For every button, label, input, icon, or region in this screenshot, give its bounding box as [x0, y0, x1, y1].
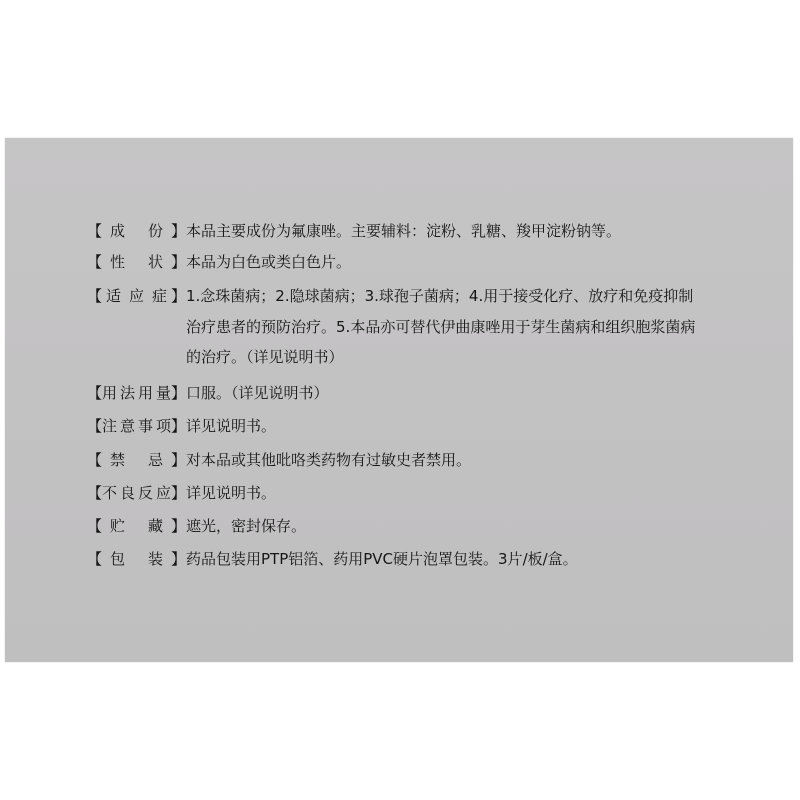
description-label: 【 性 状 】 [87, 253, 186, 271]
ingredients-label: 【 成 份 】 [87, 222, 186, 240]
description-value: 本品为白色或类白色片。 [186, 253, 352, 271]
storage-label: 【 贮 藏 】 [87, 517, 186, 535]
indications-row [87, 289, 693, 304]
dosage-row [87, 386, 329, 401]
contraindications-row [87, 453, 471, 468]
storage-row [87, 519, 306, 534]
indications-continuation-2: 的治疗。（详见说明书） [186, 348, 344, 366]
description-row [87, 255, 351, 270]
indications-continuation-1: 治疗患者的预防治疗。5.本品亦可替代伊曲康唑用于芽生菌病和组织胞浆菌病 [186, 318, 696, 336]
contraindications-label: 【 禁 忌 】 [87, 451, 186, 469]
ingredients-value: 本品主要成份为氟康唑。主要辅料：淀粉、乳糖、羧甲淀粉钠等。 [186, 222, 622, 240]
packaging-label: 【 包 装 】 [87, 550, 186, 568]
adverse-reactions-value: 详见说明书。 [186, 484, 277, 502]
precautions-value: 详见说明书。 [186, 417, 277, 435]
dosage-label: 【 用 法 用 量 】 [87, 384, 186, 402]
indications-value: 1.念珠菌病；2.隐球菌病；3.球孢子菌病；4.用于接受化疗、放疗和免疫抑制 [186, 287, 694, 305]
packaging-value: 药品包装用PTP铝箔、药用PVC硬片泡罩包装。3片/板/盒。 [186, 550, 578, 568]
precautions-label: 【 注 意 事 项 】 [87, 417, 186, 435]
contraindications-value: 对本品或其他吡咯类药物有过敏史者禁用。 [186, 451, 472, 469]
indications-label: 【 适 应 症 】 [87, 287, 186, 305]
adverse-reactions-label: 【 不 良 反 应 】 [87, 484, 186, 502]
ingredients-row [87, 224, 621, 239]
dosage-value: 口服。（详见说明书） [186, 384, 329, 402]
precautions-row [87, 419, 276, 434]
package-card [5, 138, 793, 662]
adverse-reactions-row [87, 486, 276, 501]
storage-value: 遮光，密封保存。 [186, 517, 307, 535]
packaging-row [87, 552, 578, 567]
